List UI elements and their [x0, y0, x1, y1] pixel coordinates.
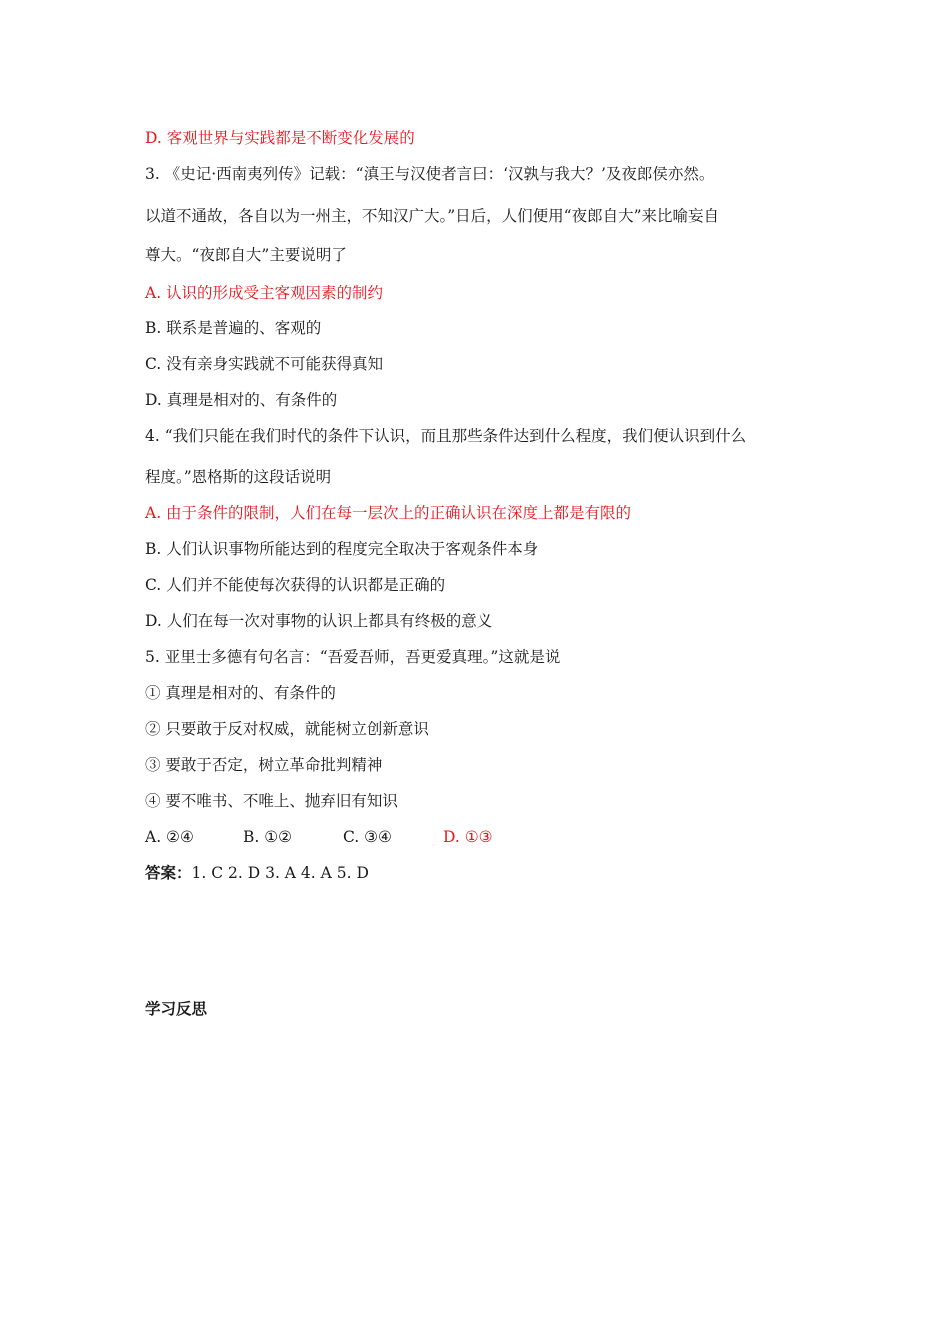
- q4-option-b: B. 人们认识事物所能达到的程度完全取决于客观条件本身: [145, 540, 539, 558]
- q4-option-d: D. 人们在每一次对事物的认识上都具有终极的意义: [145, 612, 493, 630]
- q3-option-d: D. 真理是相对的、有条件的: [145, 391, 338, 409]
- answers-label: 答案：: [145, 864, 192, 882]
- answers-line: [145, 863, 825, 883]
- q5-item-4: ④ 要不唯书、不唯上、抛弃旧有知识: [145, 792, 398, 810]
- q3-stem-line-2: 以道不通故，各自以为一州主，不知汉广大。”日后，人们便用“夜郎自大”来比喻妄自: [145, 207, 720, 225]
- q2-option-d: D. 客观世界与实践都是不断变化发展的: [145, 129, 415, 147]
- q4-option-c: C. 人们并不能使每次获得的认识都是正确的: [145, 576, 446, 594]
- q4-stem-line-2: 程度。”恩格斯的这段话说明: [145, 468, 332, 486]
- q5-stem: 5. 亚里士多德有句名言：“吾爱吾师，吾更爱真理。”这就是说: [145, 648, 561, 666]
- q5-option-b: B. ①②: [243, 828, 293, 846]
- reflection-heading: 学习反思: [145, 1000, 208, 1018]
- q5-item-2: ② 只要敢于反对权威，就能树立创新意识: [145, 720, 429, 738]
- q5-options-row: [145, 827, 825, 847]
- q3-option-a: A. 认识的形成受主客观因素的制约: [145, 284, 384, 302]
- q5-option-d: D. ①③: [443, 828, 493, 846]
- q3-option-c: C. 没有亲身实践就不可能获得真知: [145, 355, 384, 373]
- q5-option-c: C. ③④: [343, 828, 392, 846]
- q3-stem-line-3: 尊大。“夜郎自大”主要说明了: [145, 246, 347, 264]
- q4-stem-line-1: 4. “我们只能在我们时代的条件下认识，而且那些条件达到什么程度，我们便认识到什么: [145, 427, 747, 445]
- q3-option-b: B. 联系是普遍的、客观的: [145, 319, 322, 337]
- answers-text: 1. C 2. D 3. A 4. A 5. D: [191, 864, 369, 882]
- q5-item-1: ① 真理是相对的、有条件的: [145, 684, 336, 702]
- q3-stem-line-1: 3. 《史记·西南夷列传》记载：“滇王与汉使者言曰：‘汉孰与我大？’及夜郎侯亦然。: [145, 165, 715, 183]
- q5-item-3: ③ 要敢于否定，树立革命批判精神: [145, 756, 383, 774]
- q4-option-a: A. 由于条件的限制，人们在每一层次上的正确认识在深度上都是有限的: [145, 504, 632, 522]
- q5-option-a: A. ②④: [145, 828, 194, 846]
